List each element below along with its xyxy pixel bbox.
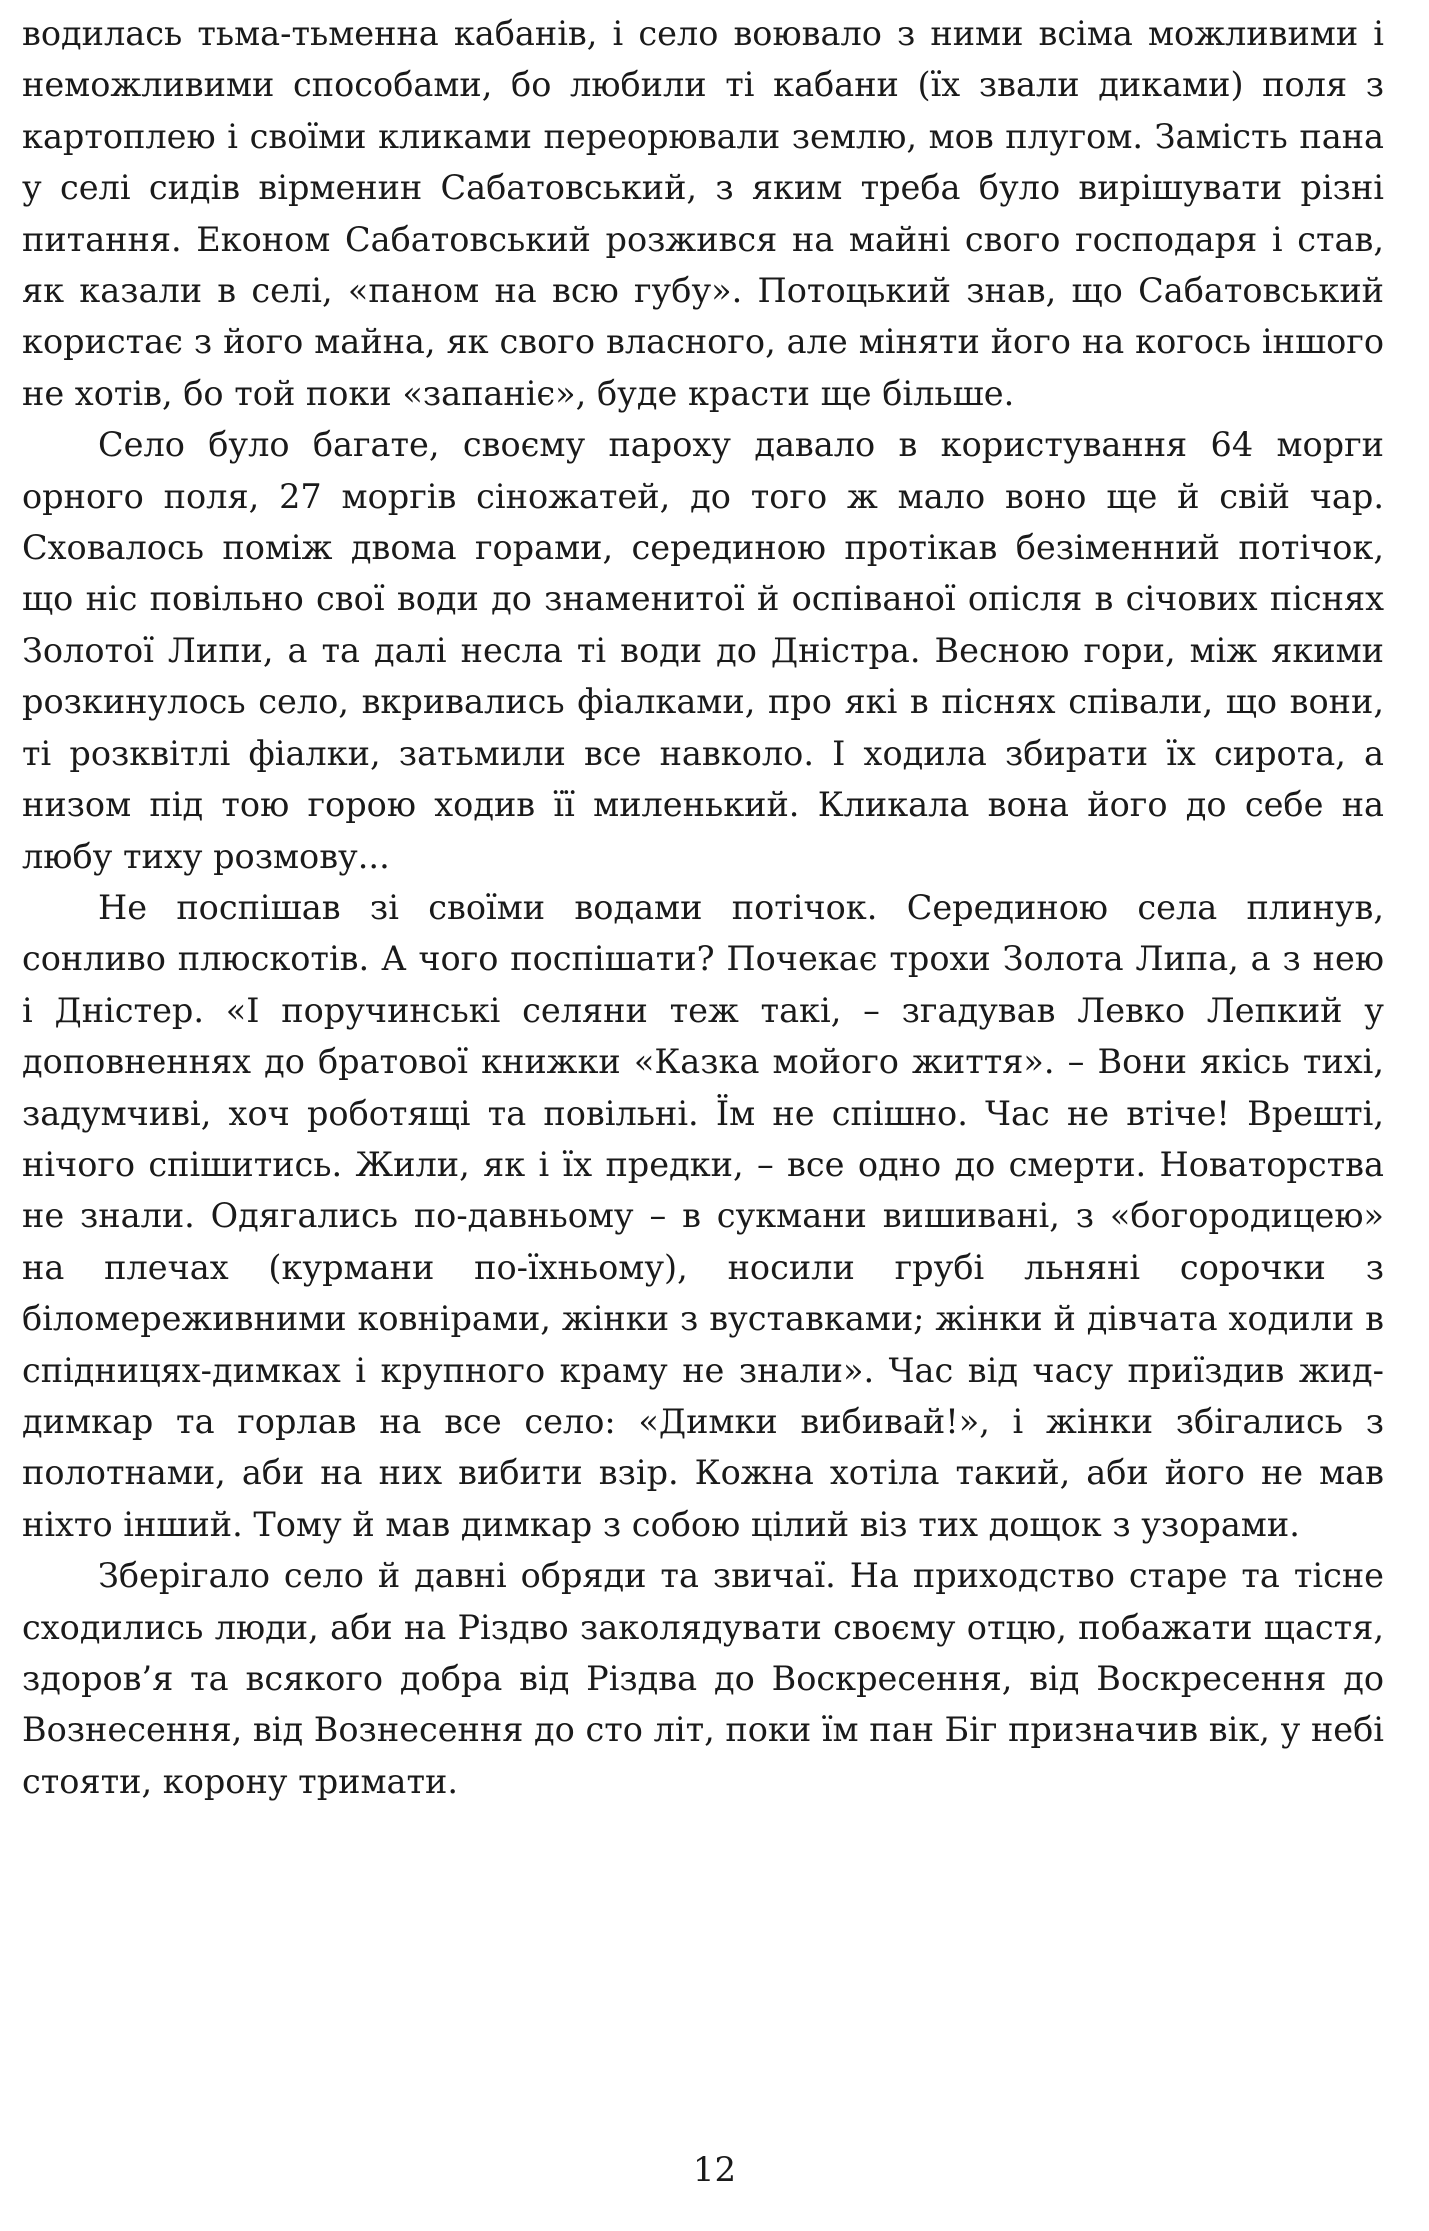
body-text <box>22 8 1384 1807</box>
paragraph-1: водилась тьма-тьменна кабанів, і село воювало з ними всіма можливими і неможливими способами, бо любили ті кабани (їх звали диками) поля з картоплею і своїми кликами переорювали землю, мов плугом. Замість пана у селі сидів вірменин Сабатовський, з яким треба було вирішувати різні питання. Економ Сабатовський розжився на майні свого господаря і став, як казали в селі, «паном на всю губу». Потоцький знав, що Сабатовський користає з його майна, як свого власного, але міняти його на когось іншого не хотів, бо той поки «запаніє», буде красти ще більше. <box>22 14 1384 413</box>
page-number: 12 <box>692 2150 737 2190</box>
paragraph-2: Село було багате, своєму пароху давало в користування 64 морги орного поля, 27 моргів сіножатей, до того ж мало воно ще й свій чар. Сховалось поміж двома горами, серединою протікав безіменний потічок, що ніс повільно свої води до знаменитої й оспіваної опісля в січових піснях Золотої Липи, а та далі несла ті води до Дністра. Весною гори, між якими розкинулось село, вкривались фіалками, про які в піснях співали, що вони, ті розквітлі фіалки, затьмили все навколо. І ходила збирати їх сирота, а низом під тою горою ходив її миленький. Кликала вона його до себе на любу тиху розмову... <box>22 425 1384 876</box>
paragraph-4: Зберігало село й давні обряди та звичаї. На приходство старе та тісне сходились люди, аби на Різдво заколядувати своєму отцю, побажати щастя, здоров’я та всякого добра від Різдва до Воскресення, від Воскресення до Вознесення, від Вознесення до сто літ, поки їм пан Біг призначив вік, у небі стояти, корону тримати. <box>22 1556 1384 1801</box>
paragraph-3: Не поспішав зі своїми водами потічок. Серединою села плинув, сонливо плюскотів. А чого поспішати? Почекає трохи Золота Липа, а з нею і Дністер. «І поручинські селяни теж такі, – згадував Левко Лепкий у доповненнях до братової книжки «Казка мойого життя». – Вони якісь тихі, задумчиві, хоч роботящі та повільні. Їм не спішно. Час не втіче! Врешті, нічого спішитись. Жили, як і їх предки, – все одно до смерти. Новаторства не знали. Одягались по-давньому – в сукмани вишивані, з «богородицею» на плечах (курмани по-їхньому), носили грубі льняні сорочки з біломереживними ковнірами, жінки з вуставками; жінки й дівчата ходили в спідницях-димках і крупного краму не знали». Час від часу приїздив жид-димкар та горлав на все село: «Димки вибивай!», і жінки збігались з полотнами, аби на них вибити взір. Кожна хотіла такий, аби його не мав ніхто інший. Тому й мав димкар з собою цілий віз тих дощок з узорами. <box>22 887 1384 1544</box>
